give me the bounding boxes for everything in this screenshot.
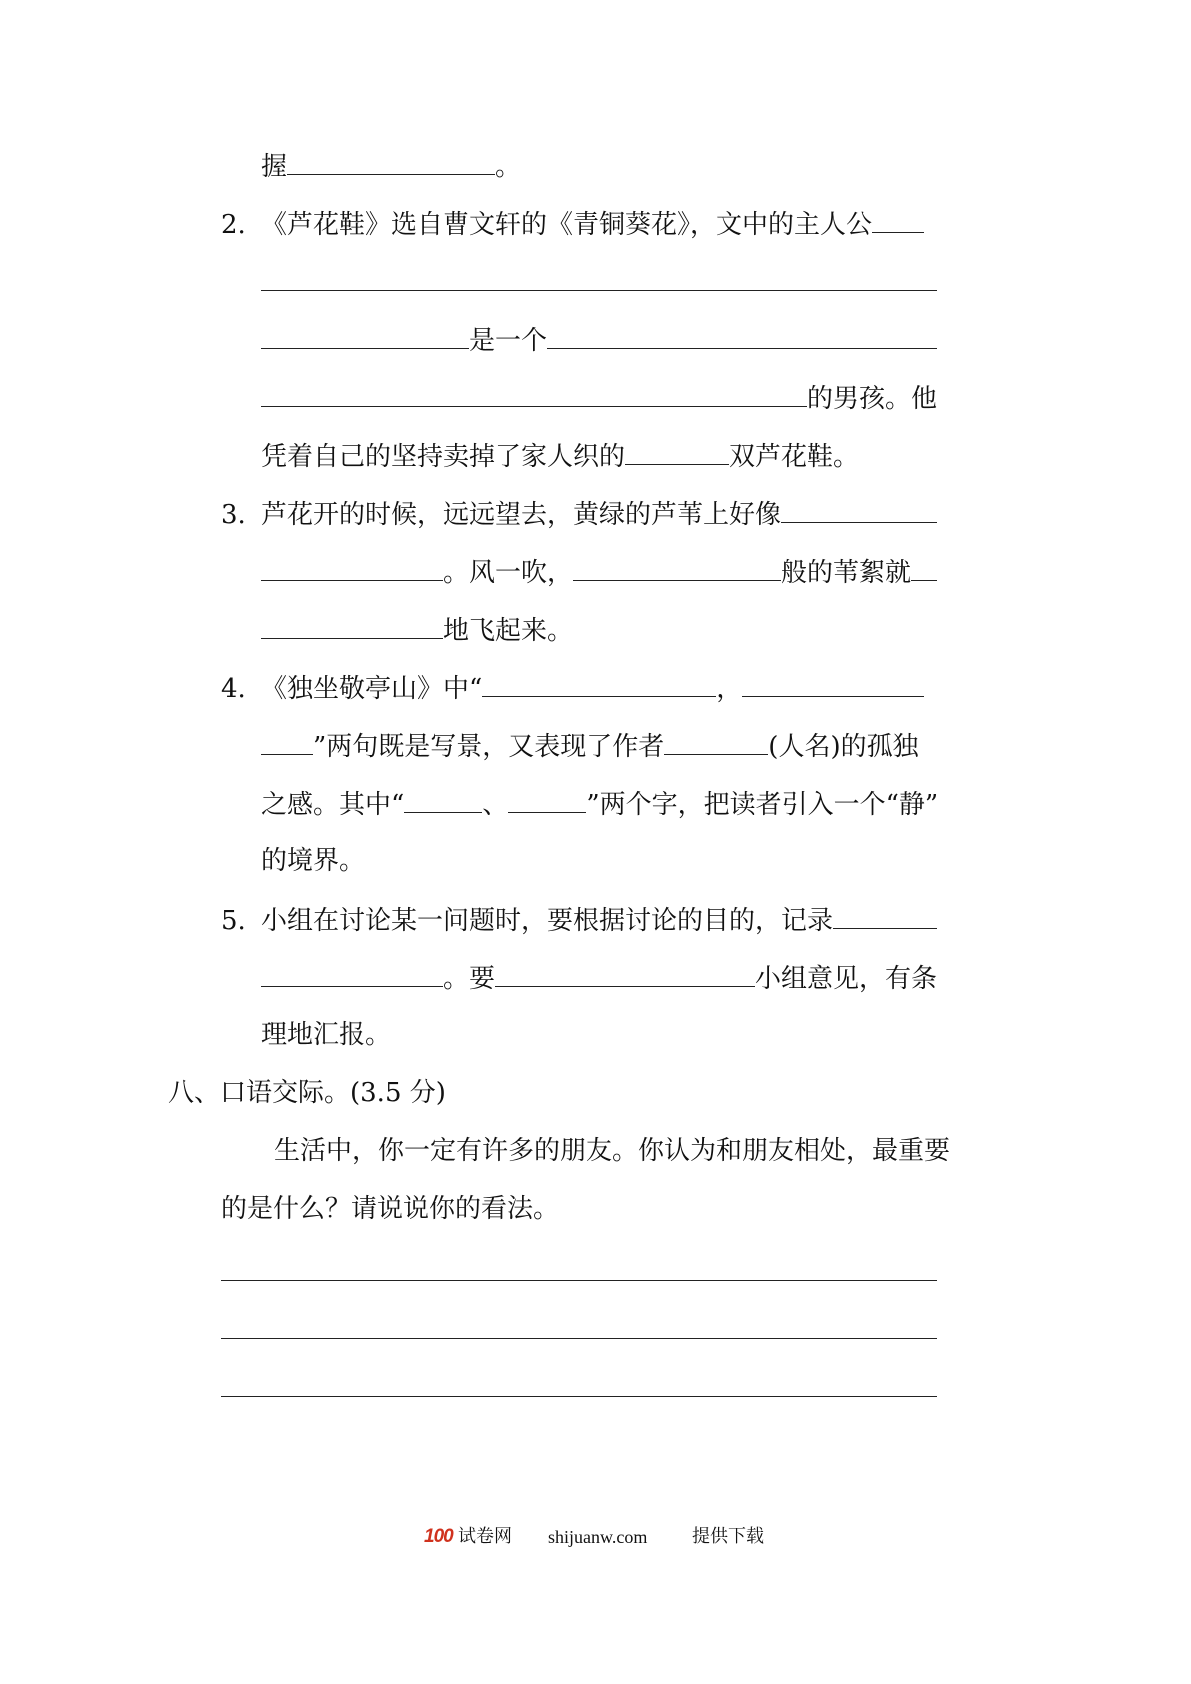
site-logo: 100 xyxy=(424,1526,453,1547)
q2-blank-protagonist-b[interactable] xyxy=(261,290,937,291)
q2-text-3: 是一个 xyxy=(469,326,548,356)
q4-text-2a: ”两句既是写景，又表现了作者 xyxy=(313,732,665,762)
q3-blank-1b[interactable] xyxy=(261,554,443,581)
section8-prompt-line-1 xyxy=(274,1134,950,1168)
q3-text-3: 地飞起来。 xyxy=(443,616,574,646)
q5-blank-1b[interactable] xyxy=(261,960,443,987)
q3-blank-2[interactable] xyxy=(573,554,781,581)
q3-line-3 xyxy=(261,612,573,648)
q4-line-3 xyxy=(261,786,938,822)
q4-text-1a: 《独坐敬亭山》中“ xyxy=(261,674,483,704)
provide-download-text: 提供下载 xyxy=(692,1526,764,1547)
q3-text-2b: 般的苇絮就 xyxy=(781,558,912,588)
q2-line-1 xyxy=(221,206,924,242)
q3-blank-3b[interactable] xyxy=(261,612,443,639)
q3-text-2a: 。风一吹， xyxy=(443,558,574,588)
q4-blank-char-2[interactable] xyxy=(508,786,586,813)
q1-tail-period: 。 xyxy=(495,152,522,182)
section8-prompt-line-2 xyxy=(221,1192,559,1226)
q1-tail-text: 握 xyxy=(261,152,288,182)
q3-text-1: 芦花开的时候，远远望去，黄绿的芦苇上好像 xyxy=(261,500,782,530)
q3-blank-3a[interactable] xyxy=(911,554,937,581)
q2-number: 2. xyxy=(221,210,246,240)
q2-text-5a: 凭着自己的坚持卖掉了家人织的 xyxy=(261,442,626,472)
q2-line-3 xyxy=(261,322,937,358)
q4-line-4 xyxy=(261,844,365,878)
q5-line-2 xyxy=(261,960,937,996)
q4-line-2 xyxy=(261,728,919,764)
q3-number: 3. xyxy=(221,500,246,530)
q5-blank-1a[interactable] xyxy=(833,902,937,929)
q5-text-3: 理地汇报。 xyxy=(261,1020,392,1050)
q4-blank-poem-2a[interactable] xyxy=(742,670,924,697)
q4-text-3c: ”两个字，把读者引入一个“静” xyxy=(586,790,939,820)
q4-blank-char-1[interactable] xyxy=(404,786,482,813)
q2-blank-protagonist-a[interactable] xyxy=(872,206,924,233)
answer-line-2[interactable] xyxy=(221,1338,937,1339)
section8-heading-text: 八、口语交际。(3.5 分) xyxy=(168,1078,446,1108)
q2-line-4 xyxy=(261,380,937,416)
q5-text-1: 小组在讨论某一问题时，要根据讨论的目的，记录 xyxy=(261,906,834,936)
q2-blank-description-b[interactable] xyxy=(261,380,807,407)
q1-blank[interactable] xyxy=(287,148,495,175)
q5-line-3 xyxy=(261,1018,391,1052)
site-name: 试卷网 xyxy=(458,1526,512,1547)
answer-line-3[interactable] xyxy=(221,1396,937,1397)
q4-text-1b: ， xyxy=(716,674,743,704)
q4-blank-poem-1[interactable] xyxy=(482,670,716,697)
section8-prompt-text-2: 的是什么？请说说你的看法。 xyxy=(221,1194,560,1224)
q2-text-4: 的男孩。他 xyxy=(807,384,938,414)
section8-heading xyxy=(168,1076,446,1110)
q5-text-2a: 。要 xyxy=(443,964,496,994)
q4-line-1 xyxy=(221,670,924,706)
site-url[interactable]: shijuanw.com xyxy=(548,1527,648,1547)
q4-number: 4. xyxy=(221,674,246,704)
q3-line-2 xyxy=(261,554,937,590)
q2-blank-count[interactable] xyxy=(625,438,729,465)
q2-text-1: 《芦花鞋》选自曹文轩的《青铜葵花》，文中的主人公 xyxy=(261,210,873,240)
q2-blank-protagonist-c[interactable] xyxy=(261,322,469,349)
q3-blank-1a[interactable] xyxy=(781,496,937,523)
q5-line-1 xyxy=(221,902,937,938)
q4-text-3a: 之感。其中“ xyxy=(261,790,405,820)
q5-blank-2[interactable] xyxy=(495,960,755,987)
q4-text-4: 的境界。 xyxy=(261,846,366,876)
section8-prompt-text-1: 生活中，你一定有许多的朋友。你认为和朋友相处，最重要 xyxy=(274,1136,951,1166)
q1-tail-line xyxy=(261,148,521,184)
q5-text-2b: 小组意见，有条 xyxy=(755,964,938,994)
q4-text-3b: 、 xyxy=(482,790,509,820)
q2-line-5 xyxy=(261,438,859,474)
q2-blank-description-a[interactable] xyxy=(547,322,937,349)
q3-line-1 xyxy=(221,496,937,532)
q2-text-5b: 双芦花鞋。 xyxy=(729,442,860,472)
q4-blank-author[interactable] xyxy=(664,728,768,755)
q4-blank-poem-2b[interactable] xyxy=(261,728,313,755)
q5-number: 5. xyxy=(221,906,246,936)
page-footer xyxy=(0,1522,1191,1552)
answer-line-1[interactable] xyxy=(221,1280,937,1281)
q4-text-2b: (人名)的孤独 xyxy=(768,732,919,762)
